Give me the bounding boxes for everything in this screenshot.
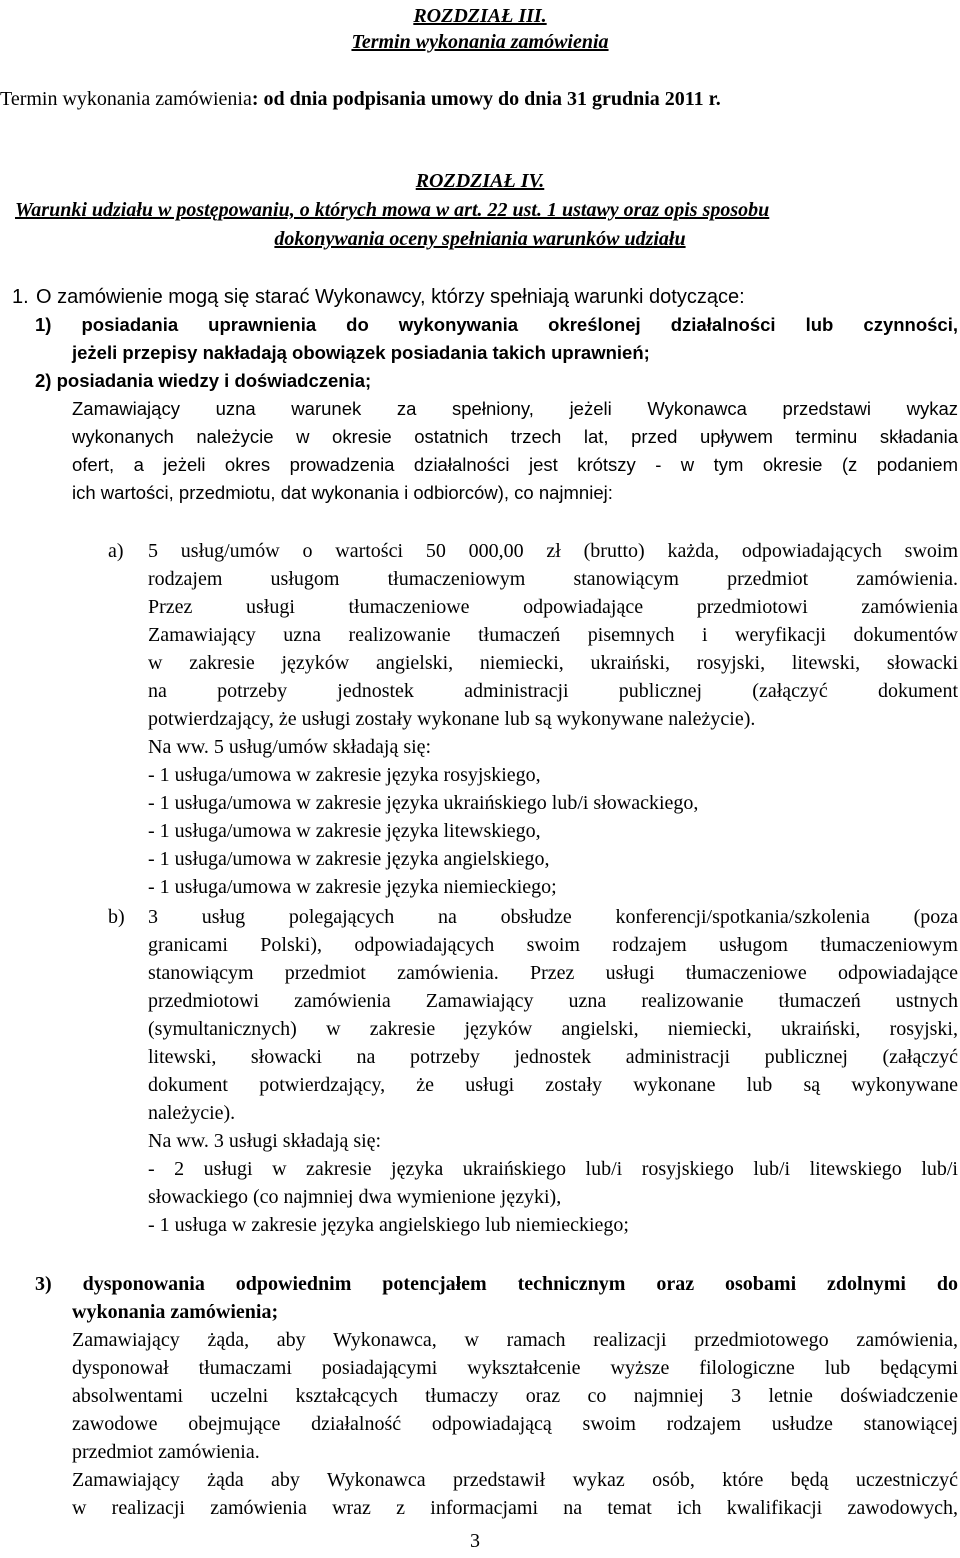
chapter-4-title-line2: dokonywania oceny spełniania warunków udziału <box>274 228 686 250</box>
item-a-list-intro: Na ww. 5 usług/umów składają się: <box>148 736 432 758</box>
condition-3-para2-line: Zamawiający żąda aby Wykonawca przedstawił wykaz osób, które będą uczestniczyć <box>72 1469 958 1491</box>
section-1-number: 1. <box>12 286 29 308</box>
item-a-line: rodzajem usługom tłumaczeniowym stanowiącym przedmiot zamówienia. <box>148 568 958 590</box>
item-b-marker: b) <box>108 906 125 928</box>
condition-3-line1: 3) dysponowania odpowiednim potencjałem technicznym oraz osobami zdolnymi do <box>35 1273 958 1295</box>
item-a-line: potwierdzający, że usługi zostały wykonane lub są wykonywane należycie). <box>148 708 756 730</box>
term-label: Termin wykonania zamówienia <box>0 88 252 110</box>
condition-3-para1-line: Zamawiający żąda, aby Wykonawca, w ramach realizacji przedmiotowego zamówienia, <box>72 1329 958 1351</box>
item-a-list-item: - 1 usługa/umowa w zakresie języka niemieckiego; <box>148 876 557 898</box>
page-number: 3 <box>470 1530 480 1552</box>
item-b-line: granicami Polski), odpowiadających swoim rodzajem usługom tłumaczeniowym <box>148 934 958 956</box>
item-b-list-item: - 2 usługi w zakresie języka ukraińskiego lub/i rosyjskiego lub/i litewskiego lub/i <box>148 1158 958 1180</box>
item-b-line: należycie). <box>148 1102 236 1124</box>
item-a-line: na potrzeby jednostek administracji publicznej (załączyć dokument <box>148 680 958 702</box>
condition-1-line2: jeżeli przepisy nakładają obowiązek posiadania takich uprawnień; <box>72 342 650 363</box>
term-line <box>0 85 721 113</box>
item-b-line: 3 usług polegających na obsłudze konferencji/spotkania/szkolenia (poza <box>148 906 958 928</box>
item-b-list-intro: Na ww. 3 usługi składają się: <box>148 1130 382 1152</box>
chapter-4-title-line1: Warunki udziału w postępowaniu, o których mowa w art. 22 ust. 1 ustawy oraz opis sposobu <box>15 199 770 221</box>
item-b-list-item: słowackiego (co najmniej dwa wymienione języki), <box>148 1186 562 1208</box>
item-b-line: przedmiotowi zamówienia Zamawiający uzna realizowanie tłumaczeń ustnych <box>148 990 958 1012</box>
condition-1-line1: 1) posiadania uprawnienia do wykonywania określonej działalności lub czynności, <box>35 314 958 335</box>
section-1-intro: O zamówienie mogą się starać Wykonawcy, którzy spełniają warunki dotyczące: <box>36 286 745 308</box>
item-b-line: dokument potwierdzający, że usługi zostały wykonane lub są wykonywane <box>148 1074 958 1096</box>
condition-3-para1-line: dysponował tłumaczami posiadającymi wykształcenie wyższe filologiczne lub będącymi <box>72 1357 958 1379</box>
condition-2-text-line1: Zamawiający uzna warunek za spełniony, jeżeli Wykonawca przedstawi wykaz <box>72 398 958 419</box>
item-a-line: Zamawiający uzna realizowanie tłumaczeń pisemnych i weryfikacji dokumentów <box>148 624 958 646</box>
item-a-list-item: - 1 usługa/umowa w zakresie języka angielskiego, <box>148 848 550 870</box>
item-a-list-item: - 1 usługa/umowa w zakresie języka litewskiego, <box>148 820 541 842</box>
condition-3-para2-line: w realizacji zamówienia wraz z informacjami na temat ich kwalifikacji zawodowych, <box>72 1497 958 1519</box>
item-b-list-item: - 1 usługa w zakresie języka angielskiego lub niemieckiego; <box>148 1214 629 1236</box>
condition-2-text-line2: wykonanych należycie w okresie ostatnich trzech lat, przed upływem terminu składania <box>72 426 958 447</box>
condition-3-para1-line: absolwentami uczelni kształcących tłumaczy oraz co najmniej 3 letnie doświadczenie <box>72 1385 958 1407</box>
term-value: : od dnia podpisania umowy do dnia 31 grudnia 2011 r. <box>251 88 721 110</box>
chapter-3-title: Termin wykonania zamówienia <box>351 31 609 53</box>
item-b-line: stanowiącym przedmiot zamówienia. Przez usługi tłumaczeniowe odpowiadające <box>148 962 958 984</box>
item-a-list-item: - 1 usługa/umowa w zakresie języka ukraińskiego lub/i słowackiego, <box>148 792 699 814</box>
item-b-line: (symultanicznych) w zakresie języków angielski, niemiecki, ukraiński, rosyjski, <box>148 1018 958 1040</box>
item-a-line: Przez usługi tłumaczeniowe odpowiadające przedmiotowi zamówienia <box>148 596 958 618</box>
condition-3-line2: wykonania zamówienia; <box>72 1301 279 1323</box>
item-a-list-item: - 1 usługa/umowa w zakresie języka rosyjskiego, <box>148 764 541 786</box>
chapter-4-heading: ROZDZIAŁ IV. <box>415 170 545 192</box>
item-a-marker: a) <box>108 540 124 562</box>
item-b-line: litewski, słowacki na potrzeby jednostek administracji publicznej (załączyć <box>148 1046 958 1068</box>
condition-2-text-line4: ich wartości, przedmiotu, dat wykonania i odbiorców), co najmniej: <box>72 482 613 503</box>
chapter-3-heading: ROZDZIAŁ III. <box>413 5 547 27</box>
condition-2-text-line3: ofert, a jeżeli okres prowadzenia działalności jest krótszy - w tym okresie (z podaniem <box>72 454 958 475</box>
item-a-line: w zakresie języków angielski, niemiecki, ukraiński, rosyjski, litewski, słowacki <box>148 652 958 674</box>
condition-2: 2) posiadania wiedzy i doświadczenia; <box>35 370 372 391</box>
item-a-line: 5 usług/umów o wartości 50 000,00 zł (brutto) każda, odpowiadających swoim <box>148 540 958 562</box>
condition-3-para1-line: przedmiot zamówienia. <box>72 1441 260 1463</box>
condition-3-para1-line: zawodowe obejmujące działalność odpowiadającą swoim rodzajem usłudze stanowiącej <box>72 1413 958 1435</box>
